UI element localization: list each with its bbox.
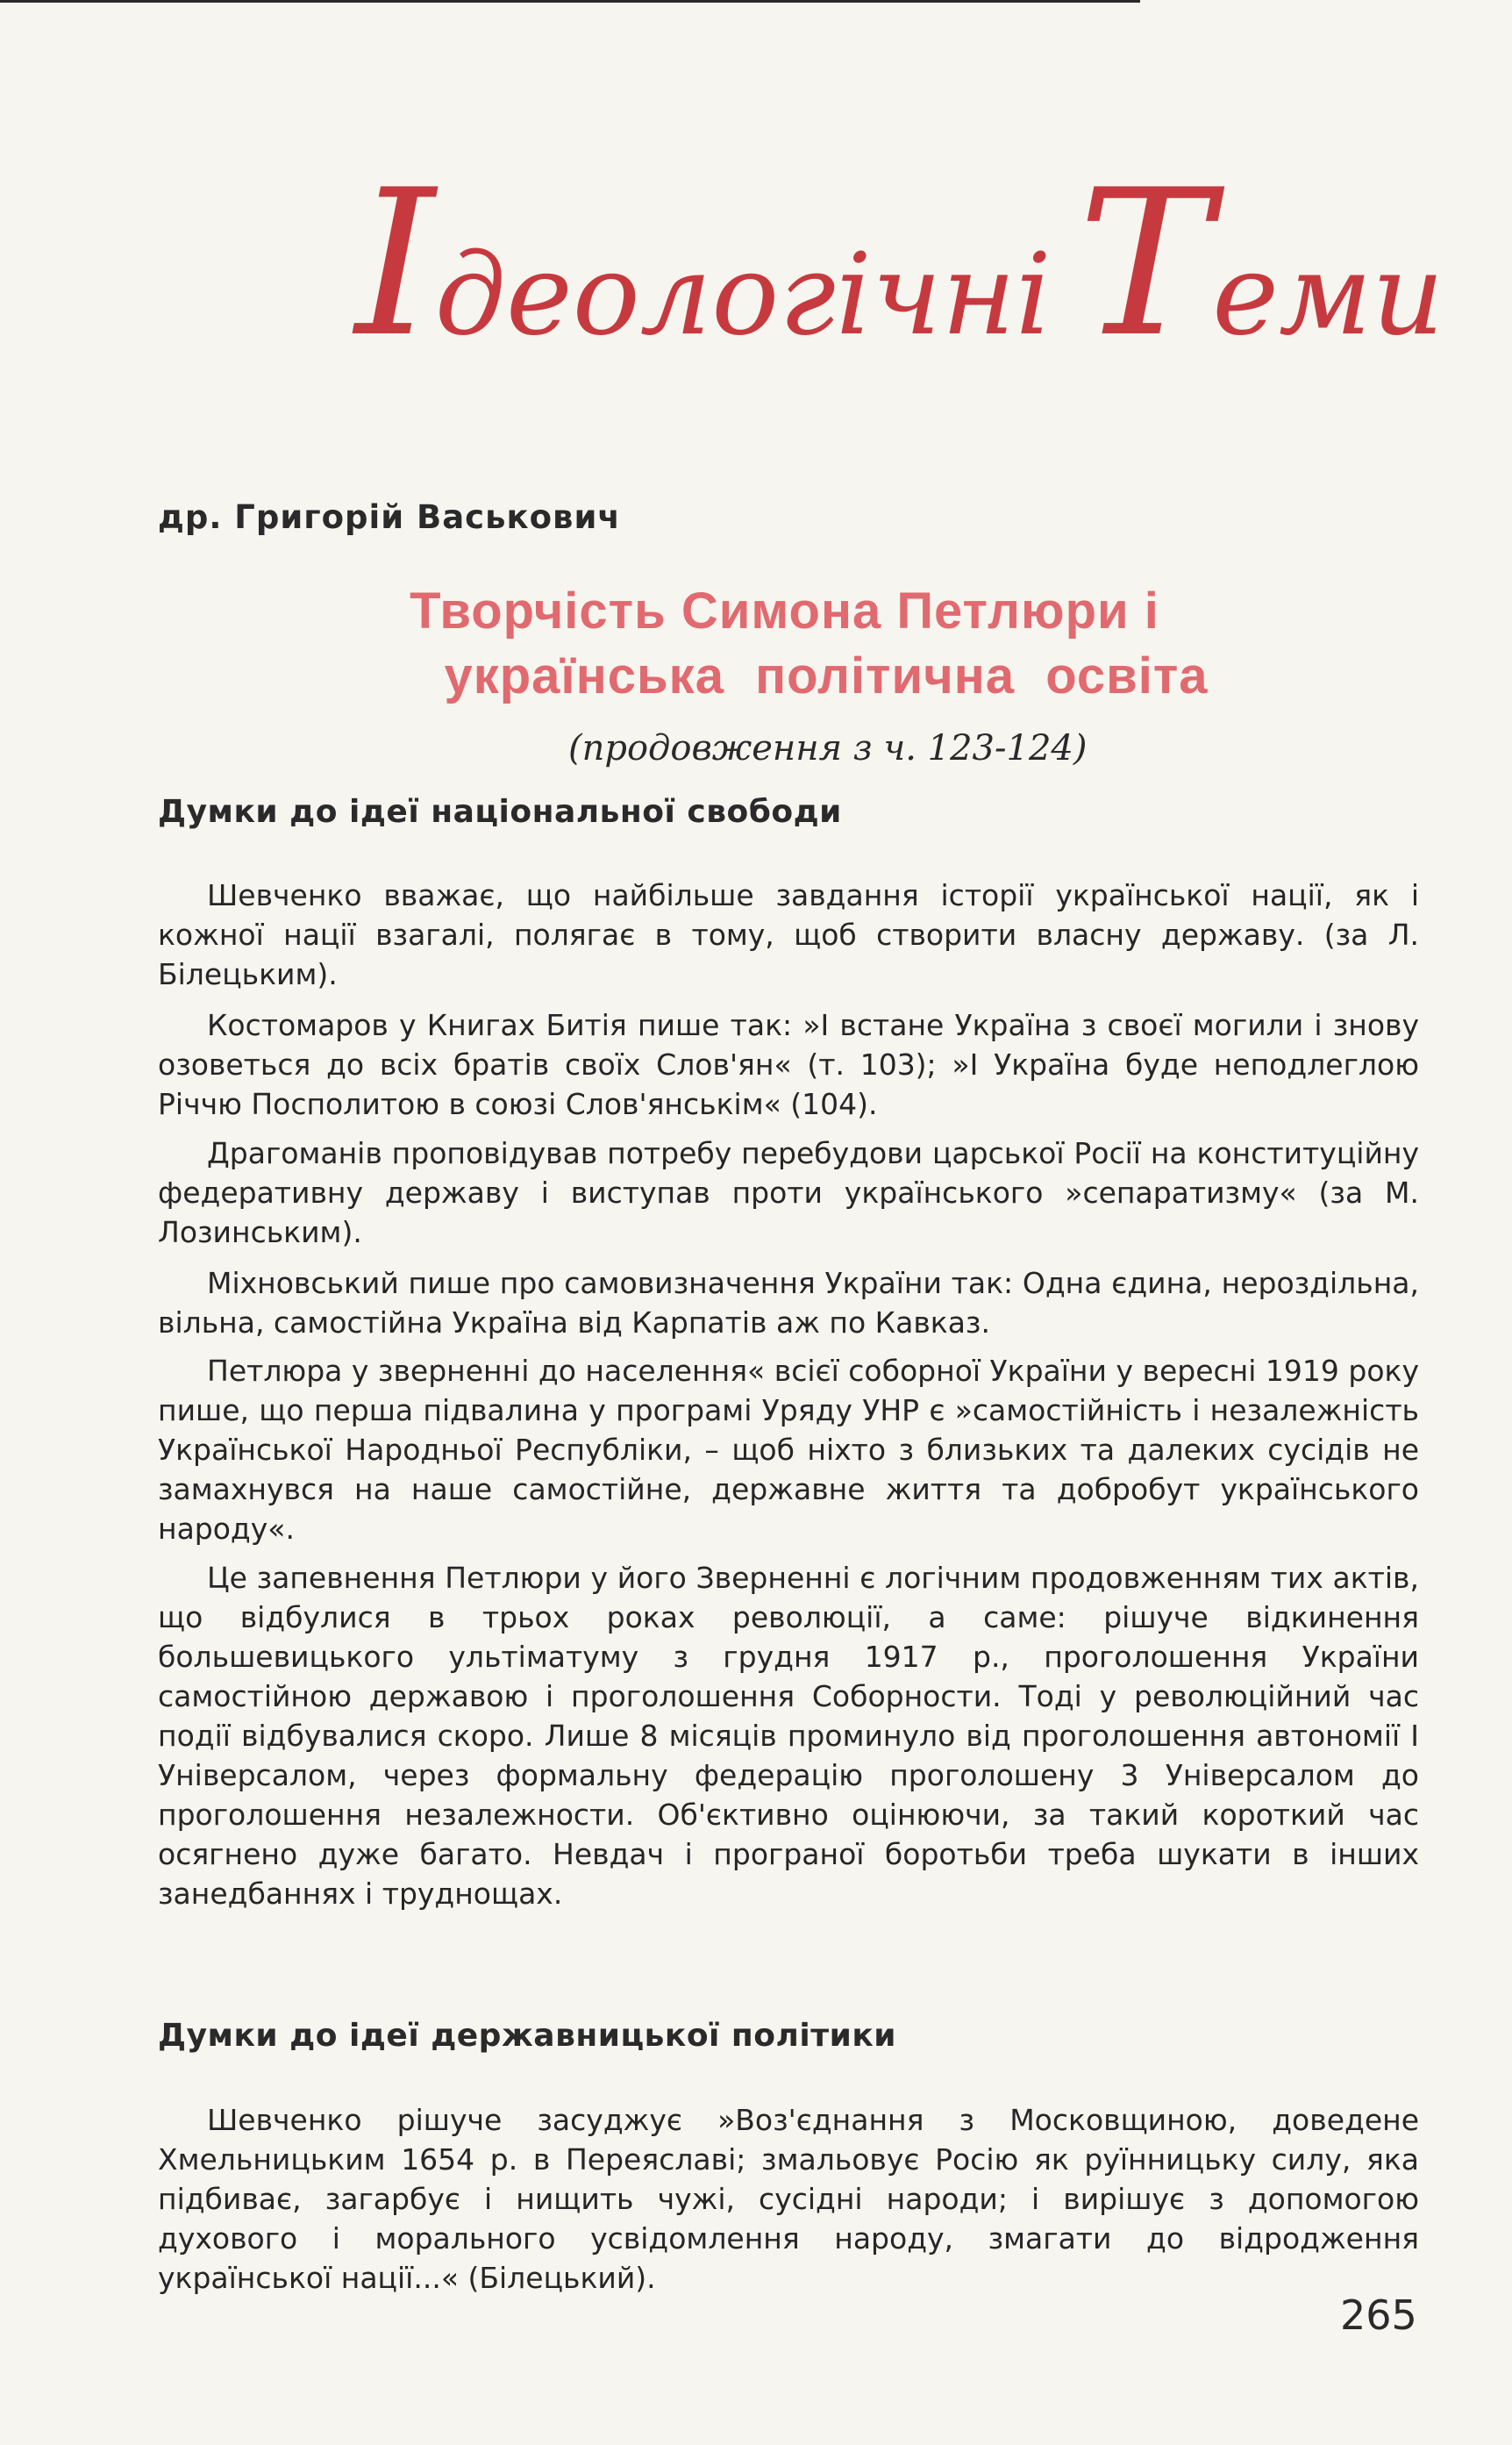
top-rule — [0, 0, 1140, 3]
rubric-cap-2: Т — [1077, 147, 1213, 382]
page-number: 265 — [1340, 2291, 1417, 2339]
continuation-note: (продовження з ч. 123-124) — [568, 728, 1088, 769]
rubric-word-1: деологічні — [434, 230, 1052, 361]
paragraph-kostomarov: Костомаров у Книгах Битія пише так: »І встане Україна з своєї могили і знову озоветься до всіх братів своїх Слов'ян« (т. 103); »І Україна буде неподлеглою Річчю Посполитою в союзі Слов'янськім« (104). — [158, 1008, 1419, 1121]
paragraph-shevchenko: Шевченко вважає, що найбільше завдання історії української нації, як і кожної нації взагалі, полягає в тому, щоб створити власну державу. (за Л. Білецьким). — [158, 878, 1419, 991]
paragraph-petliura-address: Петлюра у зверненні до населення« всієї соборної України у вересні 1919 року пише, що перша підвалина у програмі Уряду УНР є »самостійність і незалежність Української Народньої Республіки, – щоб ніхто з близьких та далеких сусідів не замахнувся на наше самостійне, державне життя та добробут українського народу«. — [158, 1354, 1419, 1546]
paragraph-revolution-acts: Це запевнення Петлюри у його Зверненні є логічним продовженням тих актів, що відбулися в трьох роках революції, а саме: рішуче відкинення большевицького ультіматуму з грудня 1917 р., проголошення України самостійною державою і проголошення Соборности. Тоді у революційний час події відбувалися скоро. Лише 8 місяців проминуло від проголошення автономії І Універсалом, через формальну федерацію проголошену 3 Універсалом до проголошення незалежности. Об'єктивно оцінюючи, за такий короткий час осягнено дуже багато. Невдач і програної боротьби треба шукати в інших занедбаннях і труднощах. — [158, 1561, 1419, 1911]
paragraph-shevchenko-pereiaslav: Шевченко рішуче засуджує »Воз'єднання з Московщиною, доведене Хмельницьким 1654 р. в Переяславі; змальовує Росію як руїнницьку силу, яка підбиває, загарбує і нищить чужі, сусідні народи; і вирішує з допомогою духового і морального усвідомлення народу, змагати до відродження української нації...« (Білецький). — [158, 2103, 1419, 2295]
section-heading-state-policy: Думки до ідеї державницької політики — [158, 2018, 896, 2054]
paragraph-mikhnovsky: Міхновський пише про самовизначення України так: Одна єдина, нероздільна, вільна, самостійна Україна від Карпатів аж по Кавказ. — [158, 1266, 1419, 1340]
paragraph-drahomanov: Драгоманів проповідував потребу перебудови царської Росії на конституційну федеративну державу і виступав проти українського »сепаратизму« (за М. Лозинським). — [158, 1136, 1419, 1249]
rubric-cap-1: І — [355, 147, 435, 382]
article-title-line-2: українська політична освіта — [444, 647, 1209, 704]
article-title — [0, 579, 1512, 709]
article-title-line-1: Творчість Симона Петлюри і — [410, 583, 1159, 640]
rubric-heading — [355, 147, 1444, 439]
rubric-word-2: еми — [1212, 230, 1444, 361]
author-name: др. Григорій Васькович — [158, 498, 621, 536]
section-heading-national-freedom: Думки до ідеї національної свободи — [158, 794, 842, 830]
rubric-text — [352, 147, 1444, 382]
